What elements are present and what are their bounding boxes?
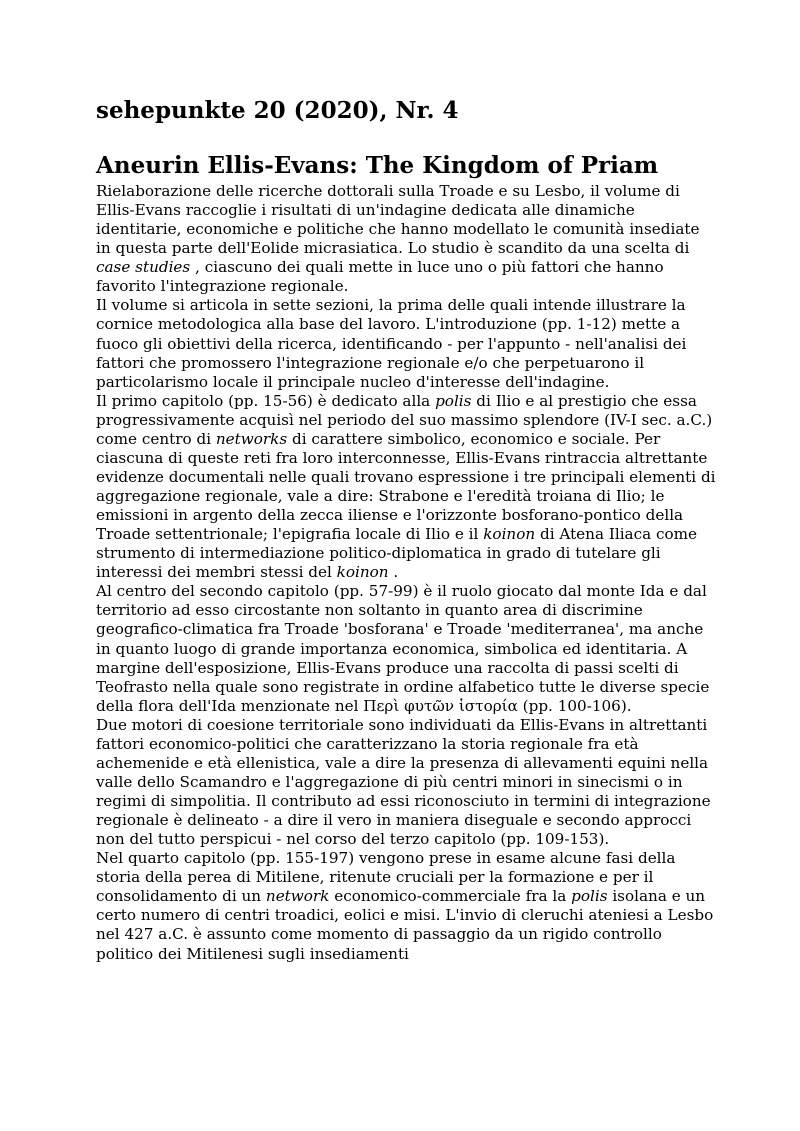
paragraph-text: economico-commerciale fra la	[329, 887, 572, 906]
emphasis-text: polis	[435, 391, 472, 410]
paragraph-5	[96, 716, 716, 849]
paragraph-text: .	[388, 563, 399, 582]
review-body	[96, 182, 716, 964]
paragraph-text: Nel quarto capitolo (pp. 155-197) vengono prese in esame alcune fasi della storia della perea di Mitilene, ritenute cruciali per la formazione e per il consolidamento di un	[96, 849, 676, 906]
paragraph-6	[96, 849, 716, 963]
paragraph-text: Al centro del secondo capitolo (pp. 57-99) è il ruolo giocato dal monte Ida e dal territorio ad esso circostante non soltanto in quanto area di discrimine geografico-climatica fra Troade 'bosforana' e Troade 'mediterranea', ma anche in quanto luogo di grande importanza economica, simbolica ed identitaria. A margine dell'esposizione, Ellis-Evans produce una raccolta di passi scelti di Teofrasto nella quale sono registrate in ordine alfabetico tutte le diverse specie della flora dell'Ida menzionate nel Περὶ φυτῶν ἱστορία (pp. 100-106).	[96, 582, 710, 715]
journal-citation: sehepunkte 20 (2020), Nr. 4	[96, 97, 459, 124]
paragraph-3	[96, 392, 716, 583]
emphasis-text: network	[265, 887, 330, 906]
paragraph-text: Il primo capitolo (pp. 15-56) è dedicato alla	[96, 391, 436, 410]
paragraph-text: isolana e un certo numero di centri troadici, eolici e misi. L'invio di cleruchi ateniesi a Lesbo nel 427 a.C. è assunto come momento di passaggio da un rigido controllo politico dei Mitilenesi sugli insediamenti	[96, 887, 714, 963]
paragraph-text: Il volume si articola in sette sezioni, la prima delle quali intende illustrare la cornice metodologica alla base del lavoro. L'introduzione (pp. 1-12) mette a fuoco gli obiettivi della ricerca, identificando - per l'appunto - nell'analisi dei fattori che promossero l'integrazione regionale e/o che perpetuarono il particolarismo locale il principale nucleo d'interesse dell'indagine.	[96, 296, 687, 391]
paragraph-text: di Ilio e al prestigio che essa progressivamente acquisì nel periodo del suo massimo splendore (IV-I sec. a.C.) come centro di	[96, 391, 713, 448]
paragraph-2	[96, 296, 716, 391]
paragraph-text: , ciascuno dei quali mette in luce uno o più fattori che hanno favorito l'integrazione regionale.	[96, 258, 664, 296]
review-title: Aneurin Ellis-Evans: The Kingdom of Priam	[96, 152, 659, 179]
emphasis-text: polis	[571, 887, 608, 906]
paragraph-text: Rielaborazione delle ricerche dottorali sulla Troade e su Lesbo, il volume di Ellis-Evans raccoglie i risultati di un'indagine dedicata alle dinamiche identitarie, economiche e politiche che hanno modellato le comunità insediate in questa parte dell'Eolide micrasiatica. Lo studio è scandito da una scelta di	[96, 182, 700, 258]
paragraph-text: Due motori di coesione territoriale sono individuati da Ellis-Evans in altrettanti fattori economico-politici che caratterizzano la storia regionale fra età achemenide e età ellenistica, vale a dire la presenza di allevamenti equini nella valle dello Scamandro e l'aggregazione di più centri minori in sinecismi o in regimi di simpolitia. Il contributo ad essi riconosciuto in termini di integrazione regionale è delineato - a dire il vero in maniera diseguale e secondo approcci non del tutto perspicui - nel corso del terzo capitolo (pp. 109-153).	[96, 715, 711, 849]
paragraph-text: di carattere simbolico, economico e sociale. Per ciascuna di queste reti fra loro interconnesse, Ellis-Evans rintraccia altrettante evidenze documentali nelle quali trovano espressione i tre principali elementi di aggregazione regionale, vale a dire: Strabone e l'eredità troiana di Ilio; le emissioni in argento della zecca iliense e l'orizzonte bosforano-pontico della Troade settentrionale; l'epigrafia locale di Ilio e il	[96, 429, 716, 544]
emphasis-text: koinon	[336, 563, 389, 582]
emphasis-text: case studies	[96, 258, 191, 277]
emphasis-text: networks	[215, 429, 288, 448]
paragraph-1	[96, 182, 716, 296]
emphasis-text: koinon	[483, 525, 536, 544]
paragraph-text: di Atena Iliaca come strumento di intermediazione politico-diplomatica in grado di tutelare gli interessi dei membri stessi del	[96, 525, 698, 582]
paragraph-4	[96, 582, 716, 715]
